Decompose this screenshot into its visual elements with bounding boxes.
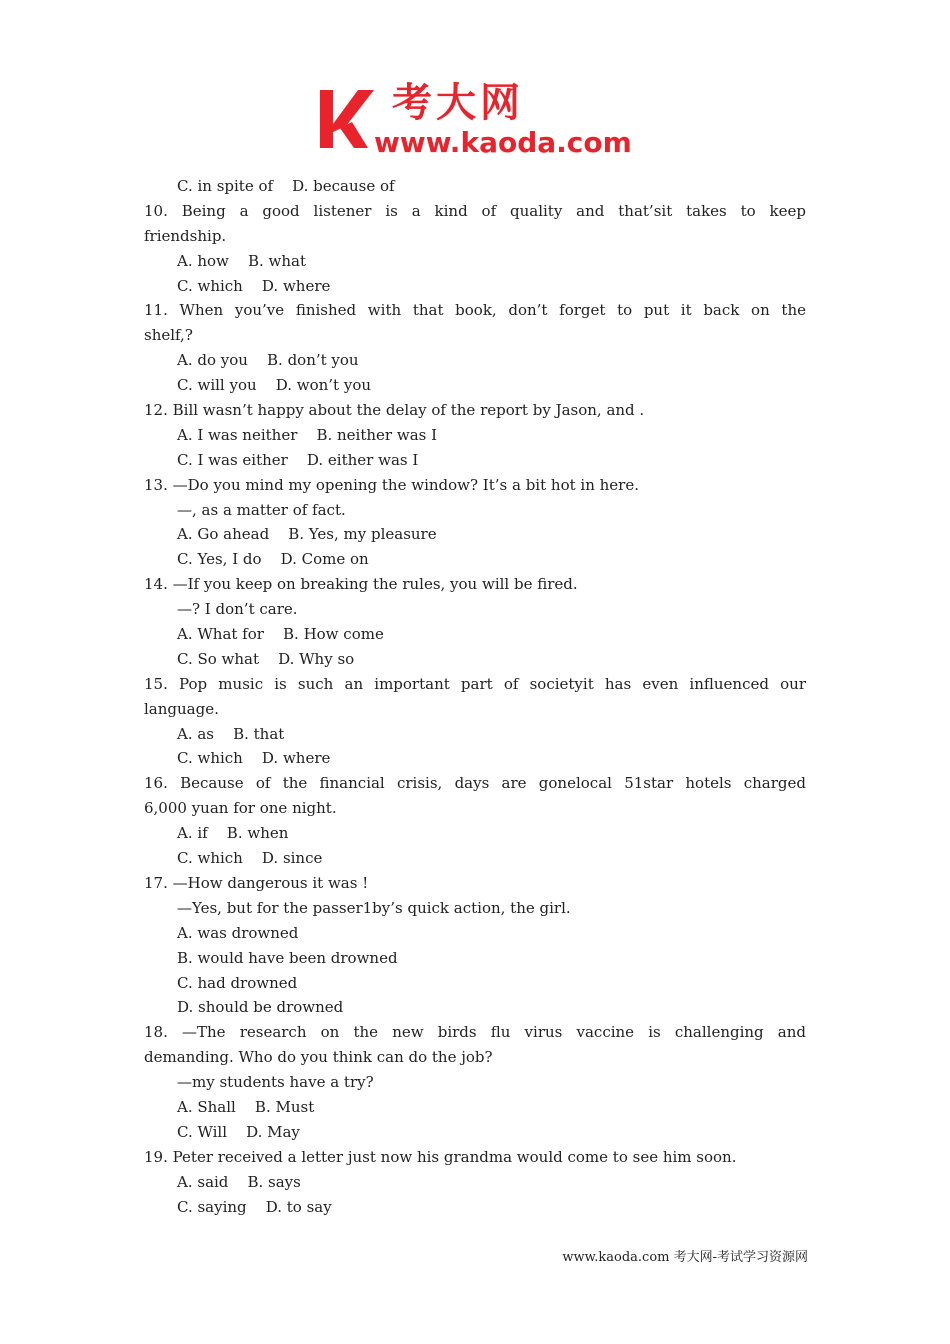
page-footer: www.kaoda.com 考大网-考试学习资源网 — [562, 1250, 808, 1265]
question-11-cont: shelf,? — [144, 326, 193, 345]
option-line: C. So what D. Why so — [177, 649, 355, 668]
question-13: 13. —Do you mind my opening the window? It’s a bit hot in here. — [144, 475, 639, 494]
option-line: C. which D. where — [177, 749, 331, 768]
option-line: A. What for B. How come — [177, 625, 384, 644]
option-line: A. said B. says — [177, 1172, 301, 1191]
option-line: A. Shall B. Must — [177, 1097, 315, 1116]
question-15: 15. Pop music is such an important part of societyit has even influenced our — [144, 674, 806, 693]
question-18-reply: —my students have a try? — [177, 1073, 374, 1092]
question-19: 19. Peter received a letter just now his grandma would come to see him soon. — [144, 1147, 737, 1166]
question-14-reply: —? I don’t care. — [177, 600, 298, 619]
kaoda-logo — [318, 82, 638, 162]
option-line: C. which D. where — [177, 276, 331, 295]
logo-url: www.kaoda.com — [374, 126, 632, 159]
option-line: A. I was neither B. neither was I — [177, 425, 438, 444]
option-line: C. saying D. to say — [177, 1197, 332, 1216]
question-16-cont: 6,000 yuan for one night. — [144, 799, 337, 818]
option-line: A. if B. when — [177, 824, 289, 843]
option-line: D. should be drowned — [177, 998, 344, 1017]
option-line: A. Go ahead B. Yes, my pleasure — [177, 525, 437, 544]
question-17-reply: —Yes, but for the passer1by’s quick action, the girl. — [177, 898, 571, 917]
option-line: A. how B. what — [177, 251, 307, 270]
question-11: 11. When you’ve finished with that book, don’t forget to put it back on the — [144, 301, 806, 320]
question-16: 16. Because of the financial crisis, days are gonelocal 51star hotels charged — [144, 774, 806, 793]
logo-chinese-name: 考大网 — [392, 80, 524, 126]
option-line: A. was drowned — [177, 923, 299, 942]
option-line: C. Yes, I do D. Come on — [177, 550, 369, 569]
option-line: C. in spite of D. because of — [177, 177, 395, 195]
option-line: A. as B. that — [177, 724, 285, 743]
question-18-cont: demanding. Who do you think can do the job? — [144, 1048, 493, 1067]
question-18: 18. —The research on the new birds flu virus vaccine is challenging and — [144, 1023, 806, 1042]
option-line: C. had drowned — [177, 973, 298, 992]
question-17: 17. —How dangerous it was ! — [144, 873, 369, 892]
question-10: 10. Being a good listener is a kind of quality and that’sit takes to keep — [144, 201, 806, 220]
option-line: C. I was either D. either was I — [177, 450, 419, 469]
question-12: 12. Bill wasn’t happy about the delay of the report by Jason, and . — [144, 401, 645, 420]
option-line: C. Will D. May — [177, 1122, 300, 1141]
question-14: 14. —If you keep on breaking the rules, you will be fired. — [144, 575, 578, 594]
question-10-cont: friendship. — [144, 226, 227, 245]
question-15-cont: language. — [144, 699, 219, 718]
document-body — [144, 174, 806, 1219]
option-line: C. will you D. won’t you — [177, 376, 372, 395]
option-line: B. would have been drowned — [177, 948, 398, 967]
option-line: A. do you B. don’t you — [177, 351, 359, 370]
option-line: C. which D. since — [177, 849, 323, 868]
question-13-reply: —, as a matter of fact. — [177, 500, 346, 519]
